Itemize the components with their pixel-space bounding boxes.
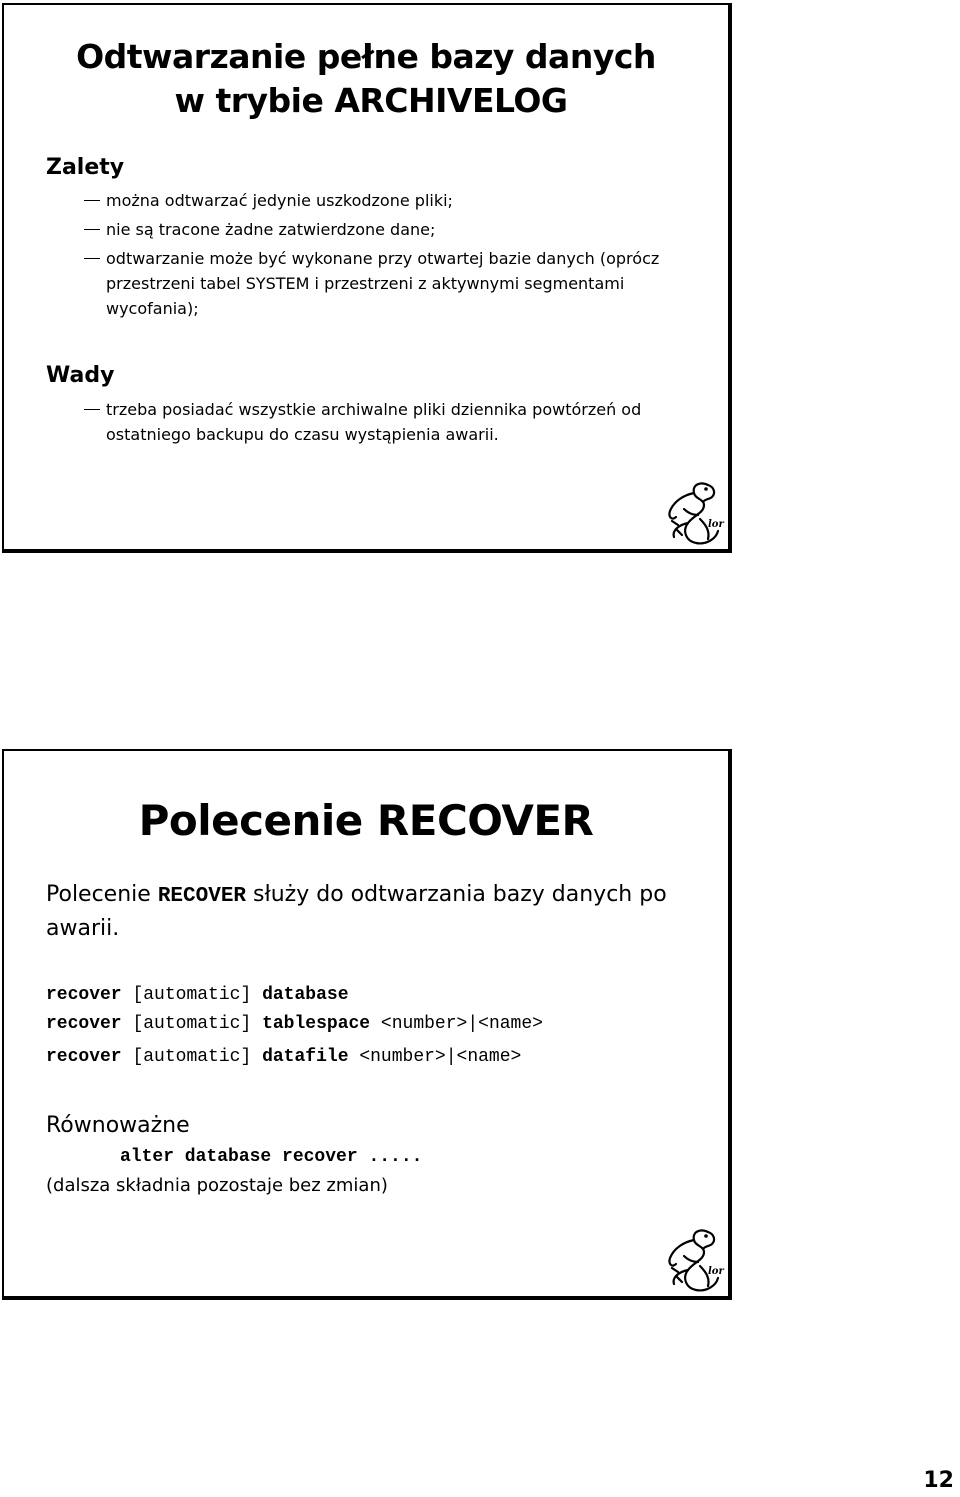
slide-archivelog [2, 3, 732, 553]
list-item: trzeba posiadać wszystkie archiwalne pliki dziennika powtórzeń od ostatniego backupu do czasu wystąpienia awarii. [46, 397, 708, 447]
command-name: RECOVER [157, 885, 247, 908]
page-number: 12 [923, 1468, 954, 1493]
syntax-line: recover [automatic] tablespace <number>|<name> [46, 1014, 543, 1034]
disadvantages-heading: Wady [46, 363, 115, 388]
syntax-line: recover [automatic] database [46, 985, 349, 1005]
advantages-heading: Zalety [46, 155, 125, 180]
list-item: można odtwarzać jedynie uszkodzone pliki; [46, 188, 708, 213]
dash-bullet-icon [84, 258, 100, 259]
svg-text:lor: lor [708, 1266, 724, 1277]
list-item: odtwarzanie może być wykonane przy otwartej bazie danych (oprócz przestrzeni tabel SYSTEM i przestrzeni z aktywnymi segmentami wycofania); [46, 246, 708, 321]
advantages-list [46, 188, 708, 325]
dash-bullet-icon [84, 229, 100, 230]
dash-bullet-icon [84, 200, 100, 201]
disadvantages-list [46, 397, 708, 451]
list-item: nie są tracone żadne zatwierdzone dane; [46, 217, 708, 242]
syntax-line: recover [automatic] datafile <number>|<name> [46, 1047, 522, 1067]
svg-text:lor: lor [708, 519, 724, 530]
slide-title: Odtwarzanie pełne bazy danych w trybie ARCHIVELOG [76, 37, 656, 120]
slide-title: Polecenie RECOVER [138, 796, 594, 845]
pelican-logo-icon [664, 1226, 726, 1296]
equivalent-command: alter database recover ..... [120, 1147, 423, 1167]
intro-text: Polecenie RECOVER służy do odtwarzania bazy danych po awarii. [46, 882, 667, 941]
equivalent-heading: Równoważne [46, 1113, 190, 1138]
dash-bullet-icon [84, 409, 100, 410]
pelican-logo-icon [664, 479, 726, 549]
slide-recover [2, 749, 732, 1300]
equivalent-note: (dalsza składnia pozostaje bez zmian) [46, 1175, 388, 1196]
